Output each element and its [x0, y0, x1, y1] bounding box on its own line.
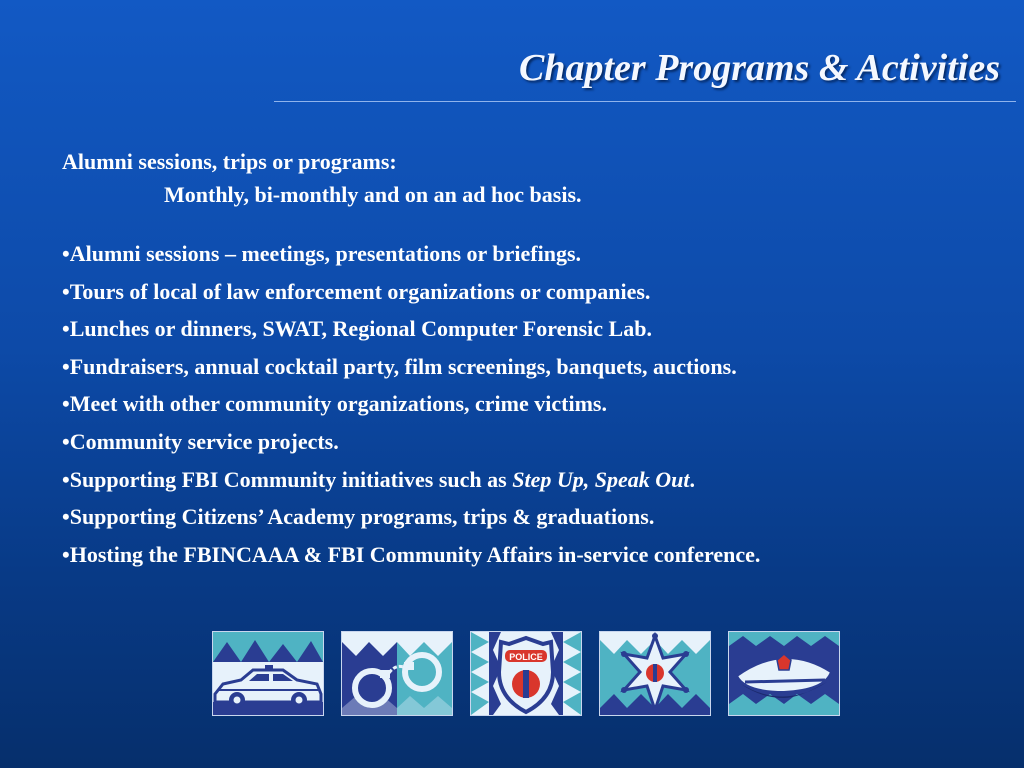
police-car-tile — [212, 631, 324, 716]
handcuffs-tile — [341, 631, 453, 716]
list-item: • Supporting Citizens’ Academy programs, trips & graduations. — [62, 498, 1002, 536]
list-item: • Meet with other community organizations, crime victims. — [62, 385, 1002, 423]
fbi-initiative-suffix: . — [689, 466, 695, 492]
list-item: • Fundraisers, annual cocktail party, film screenings, banquets, auctions. — [62, 348, 1002, 386]
police-cap-icon — [729, 632, 839, 715]
intro-heading: Alumni sessions, trips or programs: — [62, 149, 397, 174]
sheriff-star-icon — [600, 632, 710, 715]
handcuffs-icon — [342, 632, 452, 715]
list-item: • Lunches or dinners, SWAT, Regional Computer Forensic Lab. — [62, 310, 1002, 348]
title-divider — [274, 101, 1016, 102]
list-item-fbi-initiatives — [62, 461, 1002, 499]
intro-frequency: Monthly, bi-monthly and on an ad hoc basis. — [164, 182, 582, 207]
badge-label: POLICE — [509, 652, 543, 662]
step-up-speak-out: Step Up, Speak Out — [512, 466, 690, 492]
list-item: • Hosting the FBINCAAA & FBI Community Affairs in-service conference. — [62, 536, 1002, 574]
list-item: • Community service projects. — [62, 423, 1002, 461]
slide-title: Chapter Programs & Activities — [519, 47, 1000, 89]
clipart-strip — [212, 631, 840, 716]
list-item: • Tours of local of law enforcement organizations or companies. — [62, 273, 1002, 311]
police-car-icon — [213, 632, 323, 715]
slide-body — [62, 146, 1002, 573]
fbi-initiative-prefix: Supporting FBI Community initiatives such as — [69, 466, 513, 492]
police-badge-icon — [471, 632, 581, 715]
police-badge-tile — [470, 631, 582, 716]
list-item: • Alumni sessions – meetings, presentations or briefings. — [62, 235, 1002, 273]
sheriff-star-tile — [599, 631, 711, 716]
police-cap-tile — [728, 631, 840, 716]
activity-list — [62, 235, 1002, 573]
